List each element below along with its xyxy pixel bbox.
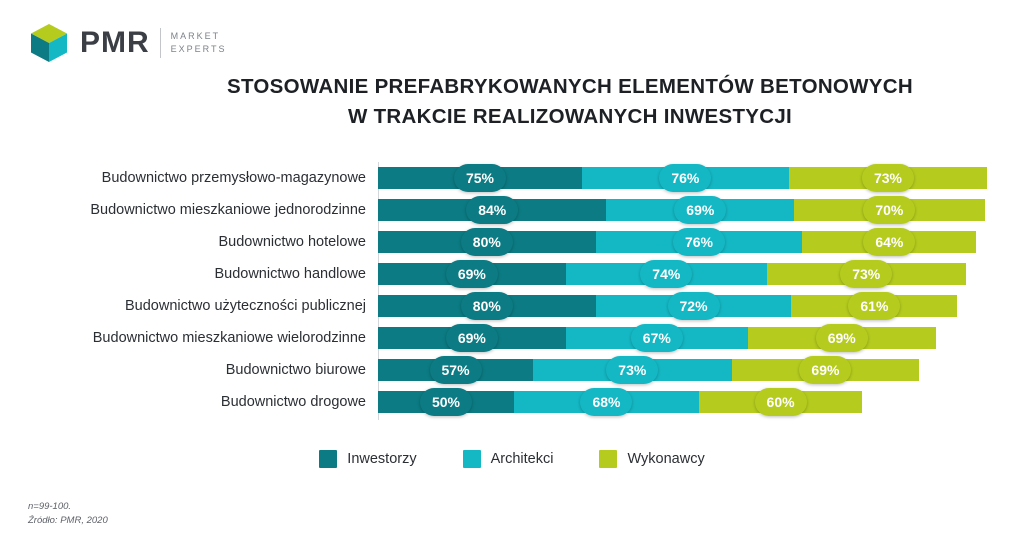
bar-value-label: 64%	[863, 228, 915, 256]
table-row	[0, 290, 1024, 322]
bar-value-label: 69%	[446, 324, 498, 352]
stacked-bar	[378, 322, 1024, 354]
bar-value-label: 84%	[466, 196, 518, 224]
bar-value-label: 73%	[606, 356, 658, 384]
bar-value-label: 60%	[755, 388, 807, 416]
bar-value-label: 50%	[420, 388, 472, 416]
category-label: Budownictwo mieszkaniowe jednorodzinne	[90, 202, 366, 218]
bar-value-label: 80%	[461, 292, 513, 320]
brand-name: PMR	[80, 26, 150, 59]
bar-value-label: 73%	[840, 260, 892, 288]
bar-value-label: 76%	[673, 228, 725, 256]
stacked-bar	[378, 194, 1024, 226]
table-row	[0, 226, 1024, 258]
bar-value-label: 57%	[430, 356, 482, 384]
bar-value-label: 69%	[674, 196, 726, 224]
chart-plot-area	[0, 162, 1024, 424]
bar-value-label: 69%	[799, 356, 851, 384]
bar-value-label: 70%	[863, 196, 915, 224]
legend-label: Inwestorzy	[347, 451, 417, 467]
logo-divider	[160, 28, 161, 58]
table-row	[0, 258, 1024, 290]
table-row	[0, 386, 1024, 418]
legend-swatch-icon	[599, 450, 617, 468]
bar-value-label: 72%	[668, 292, 720, 320]
category-label: Budownictwo użyteczności publicznej	[125, 298, 366, 314]
footnote-source: Źródło: PMR, 2020	[28, 515, 108, 527]
bar-rows	[0, 162, 1024, 418]
bar-value-label: 69%	[816, 324, 868, 352]
bar-value-label: 61%	[848, 292, 900, 320]
brand-tagline-line2: EXPERTS	[170, 44, 227, 54]
chart-legend	[0, 450, 1024, 468]
bar-value-label: 68%	[580, 388, 632, 416]
legend-swatch-icon	[463, 450, 481, 468]
brand-tagline-line1: MARKET	[170, 30, 221, 41]
cube-logo-icon	[28, 22, 70, 64]
stacked-bar	[378, 290, 1024, 322]
stacked-bar	[378, 226, 1024, 258]
stacked-bar	[378, 386, 1024, 418]
category-label: Budownictwo biurowe	[225, 362, 366, 378]
chart-title-line1: STOSOWANIE PREFABRYKOWANYCH ELEMENTÓW BETONOWYCH	[227, 75, 913, 98]
category-label: Budownictwo handlowe	[214, 266, 366, 282]
table-row	[0, 322, 1024, 354]
bar-value-label: 76%	[659, 164, 711, 192]
legend-item-inwestorzy[interactable]	[319, 450, 416, 468]
table-row	[0, 162, 1024, 194]
category-label: Budownictwo hotelowe	[218, 234, 366, 250]
legend-item-wykonawcy[interactable]	[599, 450, 704, 468]
brand-tagline	[171, 30, 227, 56]
chart-title-line2: W TRAKCIE REALIZOWANYCH INWESTYCJI	[347, 104, 793, 128]
category-label: Budownictwo drogowe	[220, 394, 366, 410]
bar-value-label: 67%	[631, 324, 683, 352]
footnote-sample-size: n=99-100.	[28, 501, 72, 512]
chart-title	[140, 72, 1000, 131]
category-label: Budownictwo przemysłowo-magazynowe	[101, 170, 366, 186]
legend-swatch-icon	[319, 450, 337, 468]
stacked-bar	[378, 258, 1024, 290]
chart-footnote	[28, 500, 108, 529]
bar-value-label: 75%	[454, 164, 506, 192]
bar-value-label: 74%	[640, 260, 692, 288]
table-row	[0, 354, 1024, 386]
stacked-bar	[378, 162, 1024, 194]
brand-logo	[28, 22, 227, 64]
legend-label: Wykonawcy	[627, 451, 705, 467]
table-row	[0, 194, 1024, 226]
stacked-bar	[378, 354, 1024, 386]
bar-value-label: 69%	[446, 260, 498, 288]
bar-value-label: 73%	[862, 164, 914, 192]
bar-value-label: 80%	[461, 228, 513, 256]
category-label: Budownictwo mieszkaniowe wielorodzinne	[92, 330, 366, 346]
legend-item-architekci[interactable]	[463, 450, 554, 468]
legend-label: Architekci	[490, 451, 554, 467]
